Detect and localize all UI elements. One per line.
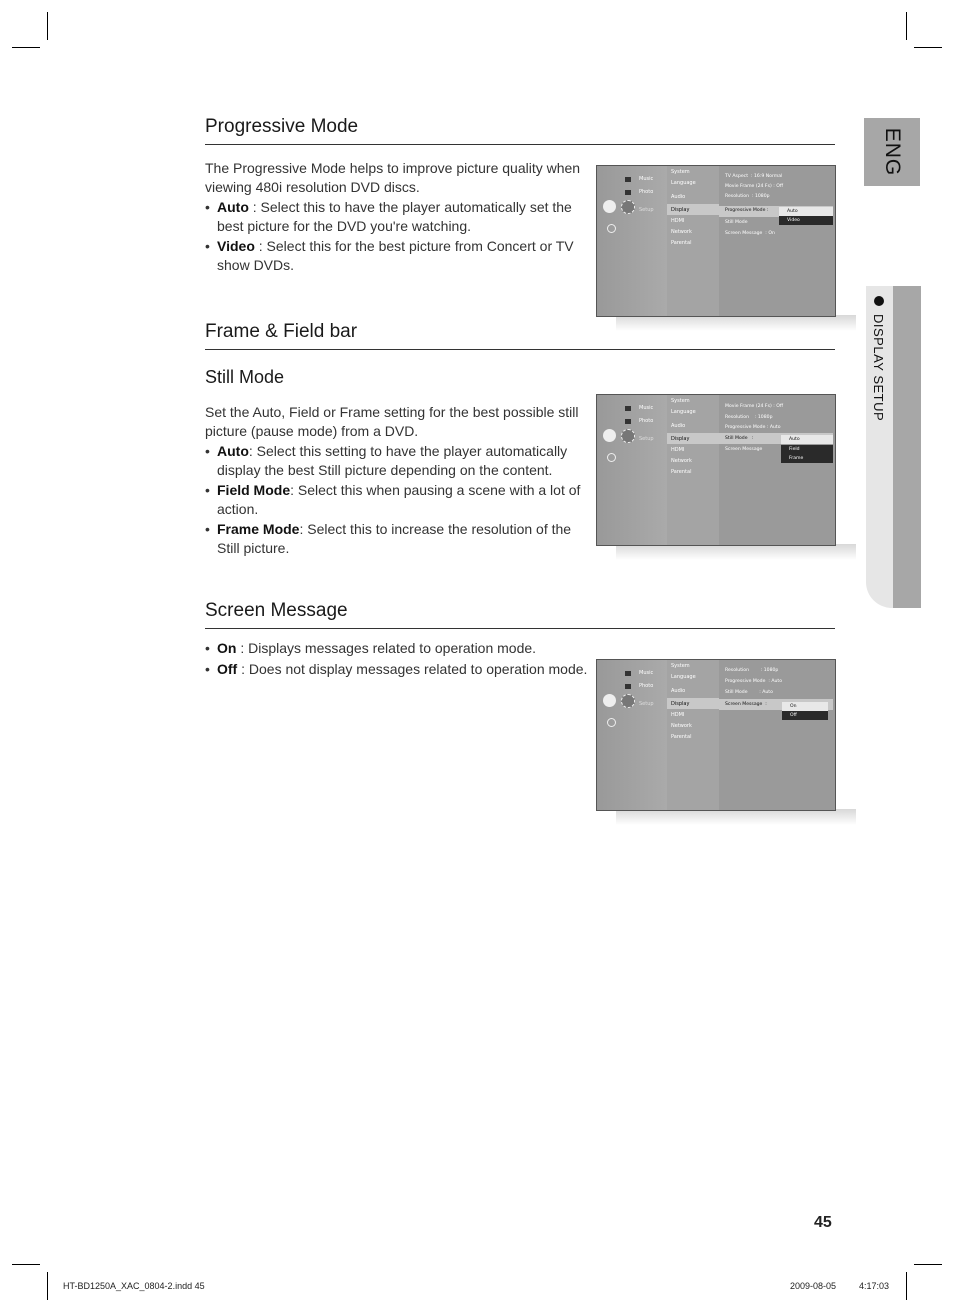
dropdown-option: On bbox=[782, 702, 828, 711]
dropdown-option: Video bbox=[779, 216, 833, 225]
still-mode-text bbox=[205, 403, 585, 559]
setting-row: Resolution : 1080p bbox=[725, 194, 770, 199]
photo-icon bbox=[625, 190, 631, 195]
dropdown-option: Auto bbox=[781, 435, 833, 444]
setting-value: Off bbox=[776, 184, 784, 189]
definition: : Select this setting to have the player automatically display the best Still picture depending on the content. bbox=[217, 443, 568, 478]
setting-value: 1080p bbox=[754, 194, 770, 199]
menu-item: Network bbox=[671, 458, 692, 464]
tv-screen bbox=[596, 394, 836, 546]
setting-row: Movie Frame (24 Fs) : Off bbox=[725, 184, 784, 189]
setting-row: Still Mode : Auto bbox=[725, 690, 773, 695]
side-item: Setup bbox=[639, 207, 654, 213]
side-item: Setup bbox=[639, 701, 654, 707]
setting-label: Screen Message bbox=[725, 702, 763, 707]
setting-row: Progressive Mode : Auto bbox=[725, 679, 783, 684]
setting-value: Auto bbox=[769, 425, 781, 430]
progressive-mode-text bbox=[205, 159, 585, 276]
crop-mark bbox=[914, 47, 942, 48]
menu-item: System bbox=[671, 169, 690, 175]
setting-row: Resolution : 1080p bbox=[725, 415, 773, 420]
setting-label: Still Mode bbox=[725, 436, 748, 441]
gear-icon bbox=[621, 694, 635, 708]
section-tab-label: DISPLAY SETUP bbox=[871, 314, 886, 422]
side-item: Music bbox=[639, 176, 654, 182]
paragraph: The Progressive Mode helps to improve picture quality when viewing 480i resolution DVD discs. bbox=[205, 160, 581, 195]
gear-icon bbox=[621, 200, 635, 214]
paragraph: Set the Auto, Field or Frame setting for the best possible still picture (pause mode) from a DVD. bbox=[205, 404, 579, 439]
music-icon bbox=[625, 671, 631, 676]
tv-screen bbox=[596, 165, 836, 317]
menu-item: Parental bbox=[671, 469, 692, 475]
still-mode-heading: Still Mode bbox=[205, 367, 285, 387]
crop-mark bbox=[906, 1272, 907, 1300]
crop-mark bbox=[12, 1264, 40, 1265]
setting-label: Resolution bbox=[725, 668, 750, 673]
list-item bbox=[205, 639, 595, 658]
setting-label: TV Aspect bbox=[725, 174, 749, 179]
setting-row bbox=[725, 447, 762, 452]
frame-field-heading: Frame & Field bar bbox=[205, 321, 835, 350]
footer-filename: HT-BD1250A_XAC_0804-2.indd 45 bbox=[63, 1281, 205, 1291]
side-item: Photo bbox=[639, 418, 654, 424]
menu-item: Language bbox=[671, 180, 696, 186]
progressive-mode-heading: Progressive Mode bbox=[205, 116, 835, 145]
setting-row: Progressive Mode : bbox=[725, 208, 769, 213]
menu-item: Display bbox=[671, 207, 690, 213]
menu-item: Audio bbox=[671, 423, 686, 429]
gear-icon bbox=[621, 429, 635, 443]
setup-screenshot-progressive bbox=[596, 165, 836, 317]
photo-icon bbox=[625, 419, 631, 424]
setting-row: Movie Frame (24 Fs) : Off bbox=[725, 404, 784, 409]
list-item bbox=[205, 520, 585, 557]
setting-label: Movie Frame (24 Fs) bbox=[725, 404, 772, 409]
disc-icon bbox=[603, 200, 616, 213]
menu-item: Display bbox=[671, 436, 690, 442]
section-tab-edge bbox=[893, 286, 921, 608]
icon-column bbox=[597, 166, 667, 316]
setting-label: Screen Message bbox=[725, 447, 763, 452]
term: Field Mode bbox=[217, 482, 291, 498]
setting-label: Still Mode bbox=[725, 220, 748, 225]
tv-screen bbox=[596, 659, 836, 811]
setting-row: Progressive Mode : Auto bbox=[725, 425, 781, 430]
list-item bbox=[205, 481, 585, 518]
screen-message-heading: Screen Message bbox=[205, 600, 835, 629]
screen-message-text bbox=[205, 639, 595, 680]
definition: : Select this to have the player automatically set the best picture for the DVD you're watching. bbox=[217, 199, 572, 234]
setting-value: On bbox=[768, 231, 775, 236]
menu-item: Display bbox=[671, 701, 690, 707]
music-icon bbox=[625, 177, 631, 182]
term: Auto bbox=[217, 443, 249, 459]
setting-value: 1080p bbox=[763, 668, 779, 673]
menu-item: HDMI bbox=[671, 218, 685, 224]
definition: : Select this when pausing a scene with a lot of action. bbox=[217, 482, 581, 517]
page-number: 45 bbox=[814, 1214, 832, 1231]
setting-label: Progressive Mode bbox=[725, 425, 766, 430]
menu-item: System bbox=[671, 398, 690, 404]
definition: : Select this for the best picture from Concert or TV show DVDs. bbox=[217, 238, 574, 273]
setting-label: Resolution bbox=[725, 194, 750, 199]
dropdown-option: Auto bbox=[779, 207, 833, 216]
crop-mark bbox=[914, 1264, 942, 1265]
definition: : Does not display messages related to operation mode. bbox=[237, 660, 588, 677]
menu-item: System bbox=[671, 663, 690, 669]
menu-item: HDMI bbox=[671, 712, 685, 718]
bullet-dot-icon bbox=[874, 296, 884, 306]
list-item bbox=[205, 442, 585, 479]
side-item: Music bbox=[639, 405, 654, 411]
setup-screenshot-still-mode bbox=[596, 394, 836, 546]
icon-column bbox=[597, 660, 667, 810]
side-item: Photo bbox=[639, 683, 654, 689]
setting-row bbox=[725, 220, 748, 225]
dropdown-option: Frame bbox=[781, 454, 833, 463]
setting-row: TV Aspect : 16:9 Normal bbox=[725, 174, 783, 179]
setting-value: Off bbox=[776, 404, 784, 409]
footer-date: 2009-08-05 bbox=[790, 1281, 837, 1291]
setting-value: 1080p bbox=[757, 415, 773, 420]
setting-row: Resolution : 1080p bbox=[725, 668, 779, 673]
definition: : Select this to increase the resolution of the Still picture. bbox=[217, 521, 572, 556]
setting-row: Still Mode : bbox=[725, 436, 754, 441]
side-item: Photo bbox=[639, 189, 654, 195]
setting-label: Progressive Mode bbox=[725, 208, 766, 213]
setting-label: Movie Frame (24 Fs) bbox=[725, 184, 772, 189]
setting-label: Resolution bbox=[725, 415, 750, 420]
globe-icon bbox=[607, 224, 616, 233]
menu-item: HDMI bbox=[671, 447, 685, 453]
shadow bbox=[616, 544, 856, 560]
shadow bbox=[616, 809, 856, 825]
list-item bbox=[205, 660, 595, 679]
term: Frame Mode bbox=[217, 521, 300, 537]
dropdown-option: Field bbox=[781, 445, 833, 454]
icon-column bbox=[597, 395, 667, 545]
term: Auto bbox=[217, 199, 249, 215]
dropdown-option: Off bbox=[782, 711, 828, 720]
crop-mark bbox=[47, 12, 48, 40]
term: Video bbox=[217, 238, 255, 254]
language-tab-label: ENG bbox=[881, 127, 904, 177]
menu-item: Network bbox=[671, 229, 692, 235]
footer-time: 4:17:03 bbox=[859, 1281, 890, 1291]
globe-icon bbox=[607, 718, 616, 727]
setting-label: Still Mode bbox=[725, 690, 748, 695]
globe-icon bbox=[607, 453, 616, 462]
list-item bbox=[205, 237, 585, 274]
setting-value: 16:9 Normal bbox=[753, 174, 783, 179]
photo-icon bbox=[625, 684, 631, 689]
crop-mark bbox=[47, 1272, 48, 1300]
side-item: Setup bbox=[639, 436, 654, 442]
music-icon bbox=[625, 406, 631, 411]
setting-row: Screen Message : bbox=[725, 702, 767, 707]
menu-item: Parental bbox=[671, 734, 692, 740]
menu-item: Audio bbox=[671, 688, 686, 694]
setting-value: Auto bbox=[771, 679, 783, 684]
term: On bbox=[217, 640, 237, 656]
menu-item: Audio bbox=[671, 194, 686, 200]
crop-mark bbox=[12, 47, 40, 48]
definition: : Displays messages related to operation mode. bbox=[236, 640, 537, 656]
setting-row: Screen Message : On bbox=[725, 231, 775, 236]
menu-item: Network bbox=[671, 723, 692, 729]
disc-icon bbox=[603, 694, 616, 707]
menu-item: Language bbox=[671, 409, 696, 415]
setup-screenshot-screen-message bbox=[596, 659, 836, 811]
crop-mark bbox=[906, 12, 907, 40]
menu-item: Language bbox=[671, 674, 696, 680]
list-item bbox=[205, 198, 585, 235]
setting-label: Screen Message bbox=[725, 231, 763, 236]
disc-icon bbox=[603, 429, 616, 442]
term: Off bbox=[217, 660, 238, 677]
setting-label: Progressive Mode bbox=[725, 679, 766, 684]
menu-item: Parental bbox=[671, 240, 692, 246]
setting-value: Auto bbox=[762, 690, 773, 695]
side-item: Music bbox=[639, 670, 654, 676]
